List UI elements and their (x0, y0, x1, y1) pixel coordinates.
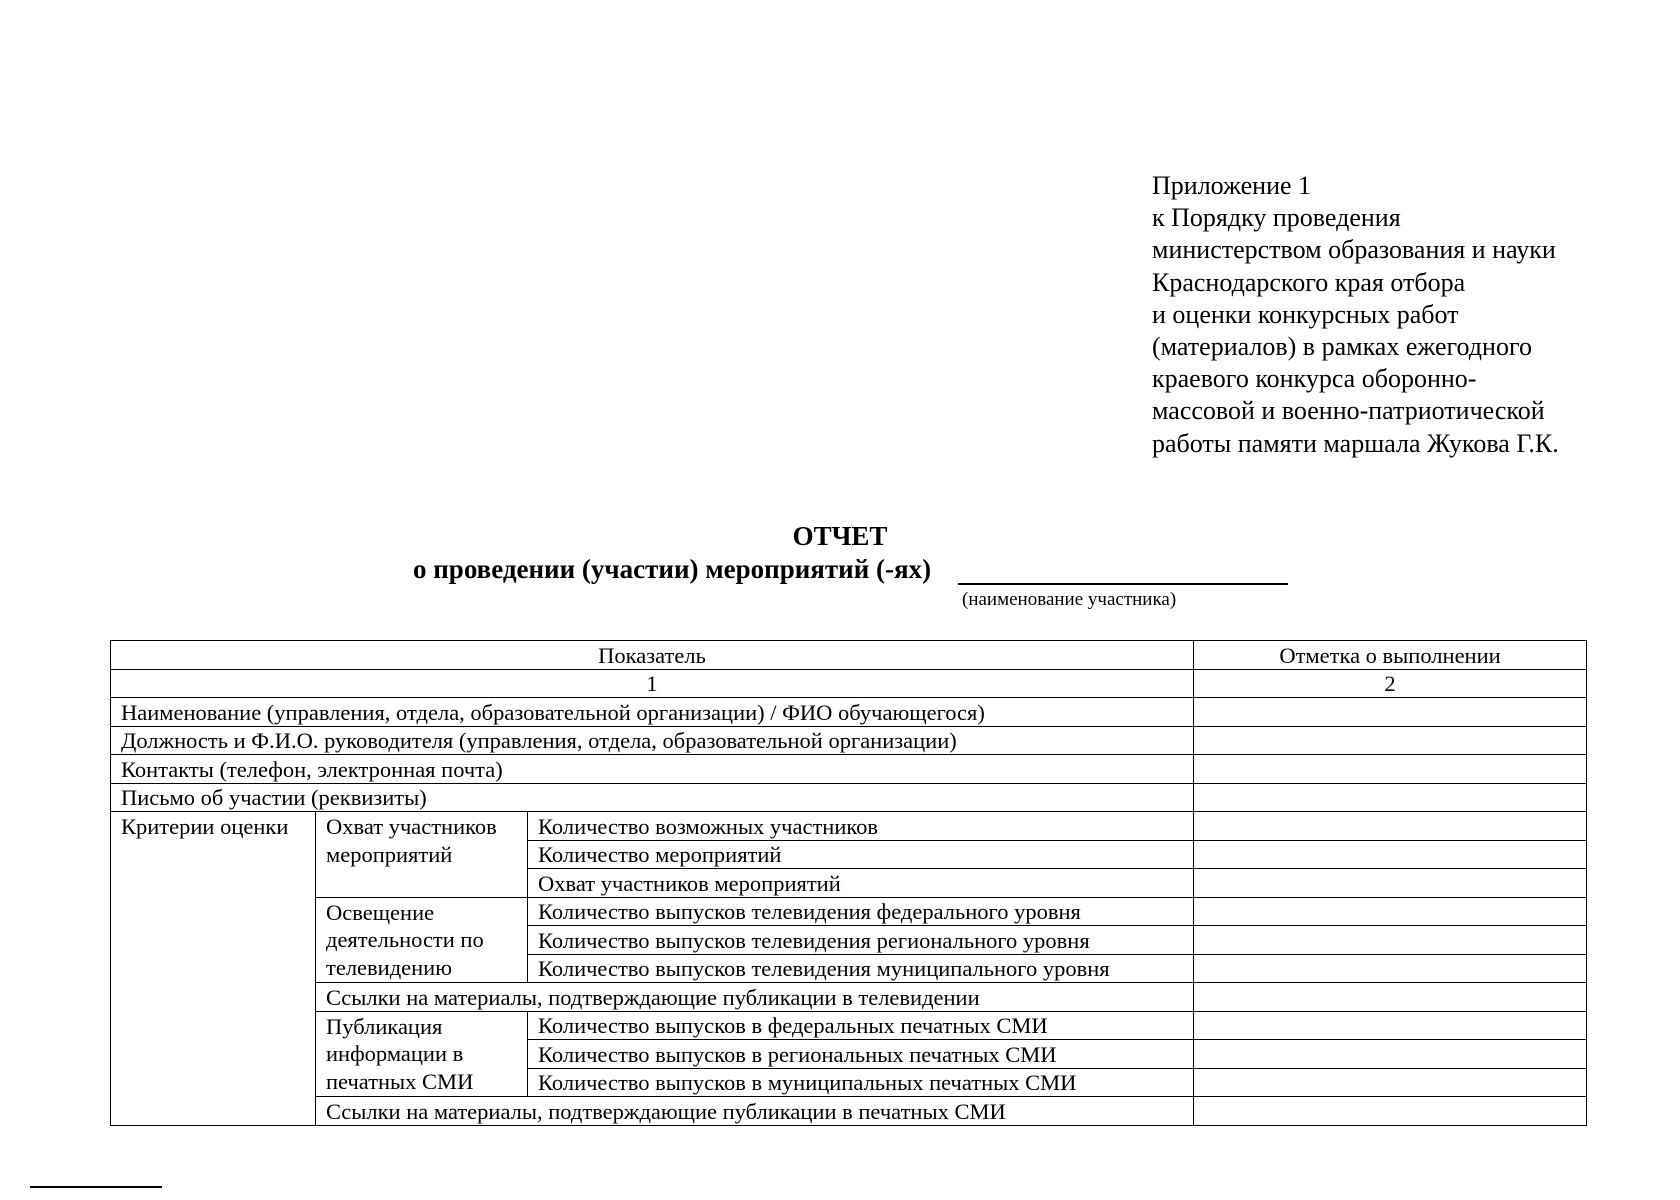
table-header-row (111, 641, 1587, 670)
row-label: Контакты (телефон, электронная почта) (111, 755, 1194, 784)
appendix-line: массовой и военно-патриотической (1152, 396, 1545, 426)
mark-cell[interactable] (1194, 783, 1587, 812)
appendix-line: министерством образования и науки (1152, 235, 1556, 265)
row-label: Ссылки на материалы, подтверждающие публикации в телевидении (316, 983, 1194, 1012)
group-coverage-label: Охват участников мероприятий (316, 812, 528, 898)
participant-blank-line[interactable] (958, 583, 1288, 585)
row-label: Письмо об участии (реквизиты) (111, 783, 1194, 812)
mark-cell[interactable] (1194, 1068, 1587, 1097)
mark-cell[interactable] (1194, 869, 1587, 898)
table-row (111, 983, 1587, 1012)
mark-cell[interactable] (1194, 954, 1587, 983)
report-table (110, 640, 1587, 1126)
table-row (111, 812, 1587, 841)
appendix-line: краевого конкурса оборонно- (1152, 364, 1477, 394)
table-row (111, 783, 1587, 812)
appendix-line: и оценки конкурсных работ (1152, 299, 1459, 329)
appendix-line: Краснодарского края отбора (1152, 267, 1466, 297)
row-label: Количество выпусков в федеральных печатных СМИ (528, 1011, 1194, 1040)
table-row (111, 698, 1587, 727)
row-label: Ссылки на материалы, подтверждающие публикации в печатных СМИ (316, 1097, 1194, 1126)
group-tv-label: Освещение деятельности по телевидению (316, 897, 528, 983)
col-number-2: 2 (1194, 669, 1587, 698)
mark-cell[interactable] (1194, 812, 1587, 841)
mark-cell[interactable] (1194, 840, 1587, 869)
row-label: Количество выпусков телевидения муниципального уровня (528, 954, 1194, 983)
table-row (111, 1011, 1587, 1040)
mark-cell[interactable] (1194, 926, 1587, 955)
table-row (111, 1097, 1587, 1126)
row-label: Количество возможных участников (528, 812, 1194, 841)
table-row (111, 726, 1587, 755)
col-number-1: 1 (111, 669, 1194, 698)
appendix-line: к Порядку проведения (1152, 203, 1401, 233)
table-row (111, 755, 1587, 784)
appendix-line: (материалов) в рамках ежегодного (1152, 332, 1532, 362)
appendix-line: работы памяти маршала Жукова Г.К. (1152, 428, 1559, 458)
appendix-line: Приложение 1 (1152, 171, 1312, 200)
row-label: Должность и Ф.И.О. руководителя (управления, отдела, образовательной организации) (111, 726, 1194, 755)
header-indicator: Показатель (111, 641, 1194, 670)
mark-cell[interactable] (1194, 755, 1587, 784)
group-print-label: Публикация информации в печатных СМИ (316, 1011, 528, 1097)
footnote-separator (30, 1186, 162, 1188)
mark-cell[interactable] (1194, 1097, 1587, 1126)
mark-cell[interactable] (1194, 897, 1587, 926)
table-row (111, 897, 1587, 926)
mark-cell[interactable] (1194, 1011, 1587, 1040)
mark-cell[interactable] (1194, 1040, 1587, 1069)
row-label: Количество выпусков в региональных печатных СМИ (528, 1040, 1194, 1069)
mark-cell[interactable] (1194, 726, 1587, 755)
criteria-label: Критерии оценки (111, 812, 316, 1126)
column-number-row (111, 669, 1587, 698)
report-subtitle: о проведении (участии) мероприятий (-ях) (413, 554, 932, 584)
row-label: Охват участников мероприятий (528, 869, 1194, 898)
appendix-block (1152, 170, 1559, 460)
row-label: Количество выпусков телевидения регионального уровня (528, 926, 1194, 955)
row-label: Количество выпусков телевидения федерального уровня (528, 897, 1194, 926)
row-label: Количество выпусков в муниципальных печатных СМИ (528, 1068, 1194, 1097)
participant-caption: (наименование участника) (962, 589, 1177, 610)
header-mark: Отметка о выполнении (1194, 641, 1587, 670)
mark-cell[interactable] (1194, 698, 1587, 727)
mark-cell[interactable] (1194, 983, 1587, 1012)
row-label: Наименование (управления, отдела, образовательной организации) / ФИО обучающегося) (111, 698, 1194, 727)
report-title: ОТЧЕТ (792, 521, 888, 551)
row-label: Количество мероприятий (528, 840, 1194, 869)
